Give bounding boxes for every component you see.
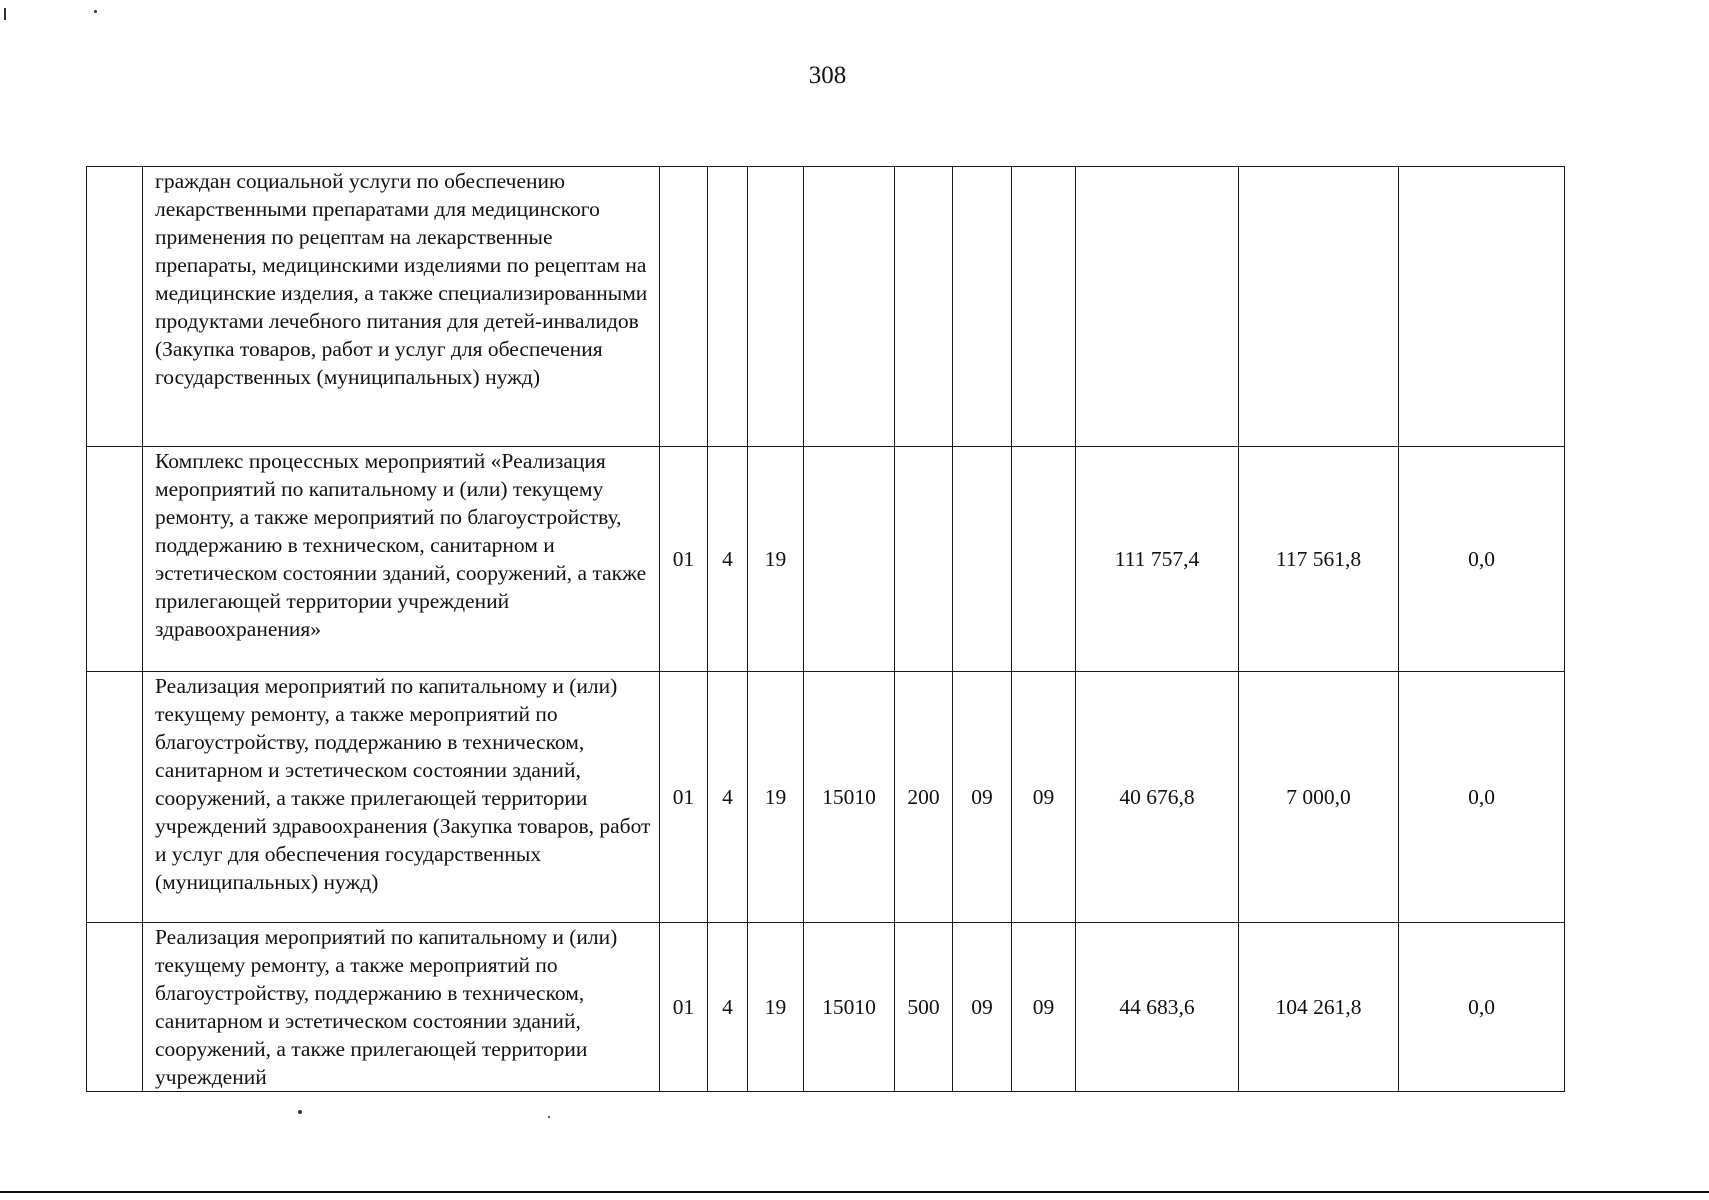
amount-cell: 0,0 (1399, 447, 1565, 672)
code-cell: 01 (660, 923, 708, 1092)
code-cell: 09 (1012, 923, 1076, 1092)
description-cell: граждан социальной услуги по обеспечению лекарственными препаратами для медицинского применения по рецептам на лекарственные препараты, медицинскими изделиями по рецептам на медицинские изделия, а также специализированными продуктами лечебного питания для детей-инвалидов (Закупка товаров, работ и услуг для обеспечения государственных (муниципальных) нужд) (143, 167, 660, 447)
amount-cell: 40 676,8 (1076, 672, 1239, 923)
row-number-cell (87, 923, 143, 1092)
code-cell: 01 (660, 447, 708, 672)
scan-artifact (94, 10, 97, 13)
table-row (87, 167, 1565, 447)
amount-cell: 0,0 (1399, 923, 1565, 1092)
code-cell (804, 167, 895, 447)
code-cell: 19 (748, 447, 804, 672)
description-cell: Комплекс процессных мероприятий «Реализация мероприятий по капитальному и (или) текущему ремонту, а также мероприятий по благоустройству, поддержанию в техническом, санитарном и эстетическом состоянии зданий, сооружений, а также прилегающей территории учреждений здравоохранения» (143, 447, 660, 672)
table-row (87, 447, 1565, 672)
code-cell: 4 (708, 672, 748, 923)
budget-table (86, 166, 1565, 1092)
amount-cell (1399, 167, 1565, 447)
row-number-cell (87, 672, 143, 923)
amount-cell: 117 561,8 (1239, 447, 1399, 672)
amount-cell: 104 261,8 (1239, 923, 1399, 1092)
row-number-cell (87, 447, 143, 672)
code-cell: 200 (895, 672, 953, 923)
code-cell (804, 447, 895, 672)
code-cell (895, 447, 953, 672)
amount-cell: 7 000,0 (1239, 672, 1399, 923)
code-cell (708, 167, 748, 447)
code-cell: 15010 (804, 672, 895, 923)
page-bottom-border (0, 1191, 1709, 1193)
description-cell: Реализация мероприятий по капитальному и (или) текущему ремонту, а также мероприятий по благоустройству, поддержанию в техническом, санитарном и эстетическом состоянии зданий, сооружений, а также прилегающей территории учреждений здравоохранения (Закупка товаров, работ и услуг для обеспечения государственных (муниципальных) нужд) (143, 672, 660, 923)
amount-cell: 44 683,6 (1076, 923, 1239, 1092)
code-cell (1012, 167, 1076, 447)
description-cell: Реализация мероприятий по капитальному и (или) текущему ремонту, а также мероприятий по благоустройству, поддержанию в техническом, санитарном и эстетическом состоянии зданий, сооружений, а также прилегающей территории учреждений (143, 923, 660, 1092)
code-cell: 19 (748, 923, 804, 1092)
code-cell (953, 167, 1012, 447)
amount-cell: 0,0 (1399, 672, 1565, 923)
code-cell: 01 (660, 672, 708, 923)
code-cell (660, 167, 708, 447)
code-cell (953, 447, 1012, 672)
amount-cell: 111 757,4 (1076, 447, 1239, 672)
code-cell (1012, 447, 1076, 672)
code-cell (895, 167, 953, 447)
page-number: 308 (808, 62, 847, 89)
code-cell: 09 (953, 672, 1012, 923)
scan-artifact (298, 1110, 302, 1114)
code-cell: 4 (708, 447, 748, 672)
amount-cell (1239, 167, 1399, 447)
row-number-cell (87, 167, 143, 447)
amount-cell (1076, 167, 1239, 447)
scan-artifact (4, 8, 6, 20)
code-cell: 19 (748, 672, 804, 923)
code-cell: 09 (953, 923, 1012, 1092)
table-row (87, 923, 1565, 1092)
scan-artifact (548, 1116, 550, 1118)
code-cell (748, 167, 804, 447)
table-row (87, 672, 1565, 923)
code-cell: 09 (1012, 672, 1076, 923)
code-cell: 500 (895, 923, 953, 1092)
code-cell: 4 (708, 923, 748, 1092)
code-cell: 15010 (804, 923, 895, 1092)
